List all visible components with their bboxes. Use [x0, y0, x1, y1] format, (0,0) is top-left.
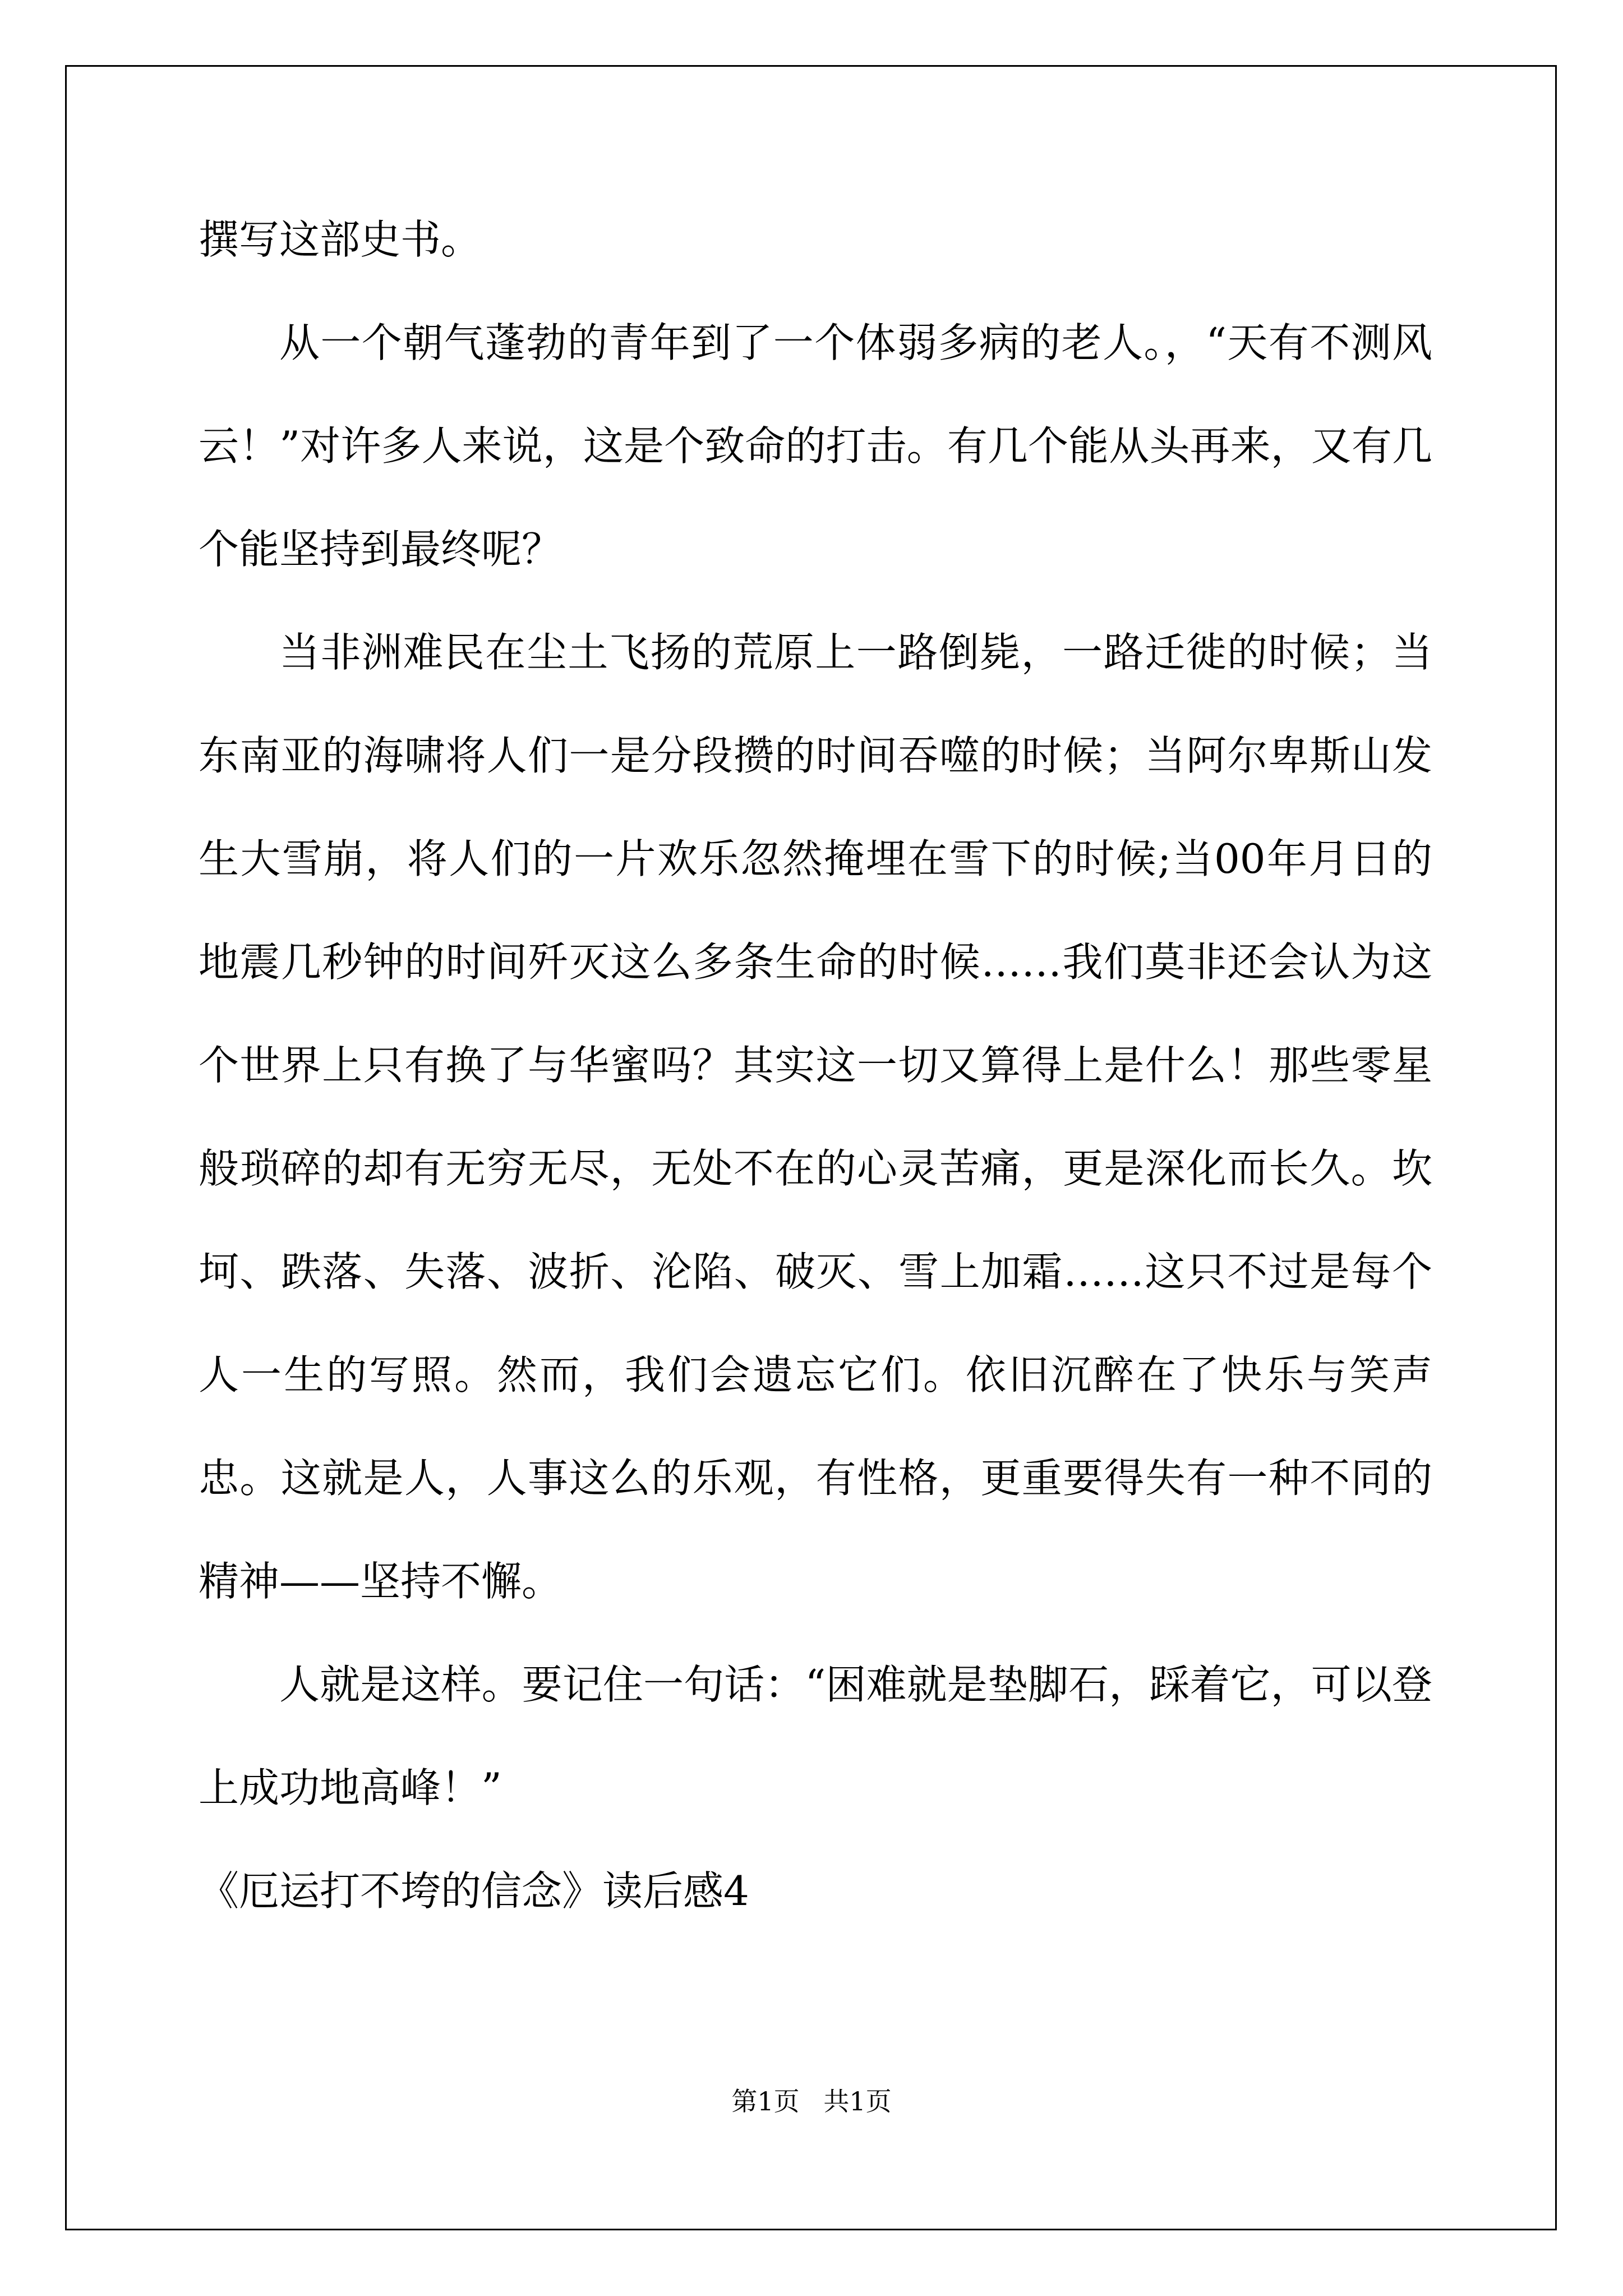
- paragraph-3: 当非洲难民在尘土飞扬的荒原上一路倒毙，一路迁徙的时候；当东南亚的海啸将人们一是分段攒的时间吞噬的时候；当阿尔卑斯山发生大雪崩，将人们的一片欢乐忽然掩埋在雪下的时候;当00年月日的地震几秒钟的时间歼灭这么多条生命的时候……我们莫非还会认为这个世界上只有换了与华蜜吗？其实这一切又算得上是什么！那些零星般琐碎的却有无穷无尽，无处不在的心灵苦痛，更是深化而长久。坎坷、跌落、失落、波折、沦陷、破灭、雪上加霜……这只不过是每个人一生的写照。然而，我们会遗忘它们。依旧沉醉在了快乐与笑声忠。这就是人，人事这么的乐观，有性格，更重要得失有一种不同的精神——坚持不懈。: [199, 629, 1432, 1605]
- page-total: 共1页: [823, 2086, 892, 2116]
- page-footer: [0, 2081, 1623, 2118]
- paragraph-2: 从一个朝气蓬勃的青年到了一个体弱多病的老人。，“天有不测风云！”对许多人来说，这是个致命的打击。有几个能从头再来，又有几个能坚持到最终呢？: [199, 319, 1432, 573]
- page-number: 第1页: [731, 2086, 800, 2116]
- document-body: [199, 188, 1432, 1943]
- paragraph-1: 撰写这部史书。: [199, 216, 482, 263]
- section-heading: 《厄运打不垮的信念》读后感4: [199, 1867, 749, 1915]
- paragraph-4: 人就是这样。要记住一句话：“困难就是垫脚石，踩着它，可以登上成功地高峰！”: [199, 1661, 1432, 1811]
